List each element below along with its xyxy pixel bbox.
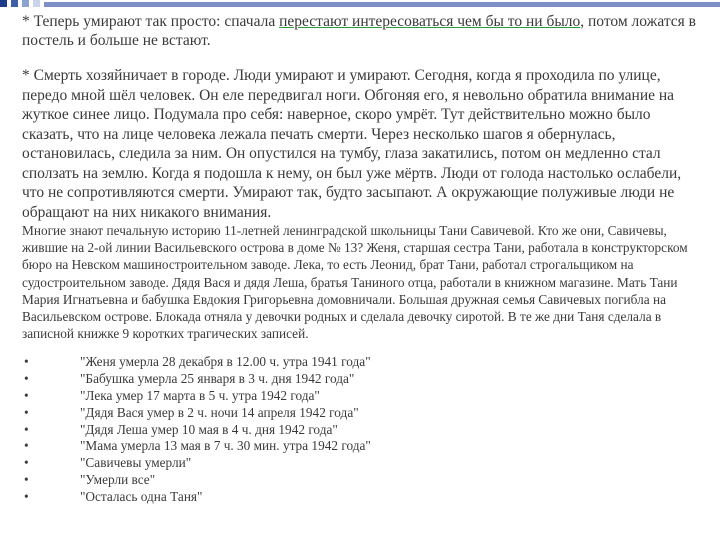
decor-square bbox=[33, 0, 40, 7]
list-item bbox=[22, 438, 697, 455]
diary-entry: "Дядя Леша умер 10 мая в 4 ч. дня 1942 года" bbox=[80, 421, 338, 437]
list-item bbox=[22, 472, 697, 489]
diary-entry: "Женя умерла 28 декабря в 12.00 ч. утра 1941 года" bbox=[80, 354, 371, 370]
paragraph-diary-quote-1 bbox=[22, 12, 697, 50]
decor-square bbox=[11, 0, 18, 7]
p1-text-end: , потом ложатся в постель и больше не встают. bbox=[22, 13, 696, 49]
list-item bbox=[22, 405, 697, 422]
p1-text-start: * Теперь умирают так просто: спачала bbox=[22, 13, 280, 30]
p1-underlined-text: перестают интересоваться чем бы то ни было bbox=[279, 13, 581, 30]
bullet: • bbox=[24, 488, 29, 504]
slide-content bbox=[22, 12, 697, 506]
diary-entry: "Савичевы умерли" bbox=[80, 455, 192, 471]
list-item bbox=[22, 422, 697, 439]
diary-entry: "Мама умерла 13 мая в 7 ч. 30 мин. утра 1942 года" bbox=[80, 438, 371, 454]
bullet: • bbox=[24, 354, 29, 370]
diary-entry: "Умерли все" bbox=[80, 472, 156, 487]
paragraph-diary-quote-2: * Смерть хозяйничает в городе. Люди умирают и умирают. Сегодня, когда я проходила по улице, передо мной шёл человек. Он еле передвигал ноги. Обгоняя его, я невольно обратила внимание на жуткое синее лицо. Подумала про себя: наверное, скоро умрёт. Тут действительно можно было сказать, что на лице человека лежала печать смерти. Через несколько шагов я обернулась, остановилась, следила за ним. Он опустился на тумбу, глаза закатились, потом он медленно стал сползать на землю. Когда я подошла к нему, он был уже мёртв. Люди от голода настолько ослабели, что не сопротивляются смерти. Умирают так, будто засыпают. А окружающие полуживые люди не обращают на них никакого внимания. bbox=[22, 67, 682, 221]
list-item bbox=[22, 489, 697, 506]
bullet: • bbox=[24, 455, 29, 471]
list-item bbox=[22, 354, 697, 371]
bullet: • bbox=[24, 472, 29, 487]
bullet: • bbox=[24, 371, 29, 387]
decor-square bbox=[22, 0, 29, 7]
list-item bbox=[22, 371, 697, 388]
diary-entry: "Осталась одна Таня" bbox=[80, 488, 203, 504]
bullet: • bbox=[24, 388, 29, 404]
bullet: • bbox=[24, 438, 29, 454]
list-item bbox=[22, 388, 697, 405]
diary-entry: "Дядя Вася умер в 2 ч. ночи 14 апреля 1942 года" bbox=[80, 404, 359, 420]
paragraph-savicheva-story: Многие знают печальную историю 11-летней ленинградской школьницы Тани Савичевой. Кто же они, Савичевы, жившие на 2-ой линии Васильевского острова в доме № 13? Женя, старшая сестра Тани, работала в конструкторском бюро на Невском машиностроительном заводе. Лека, то есть Леонид, брат Тани, работал строгальщиком на судостроительном заводе. Дядя Вася и дядя Леша, братья Таниного отца, работали в книжном магазине. Мать Тани Мария Игнатьевна и бабушка Евдокия Григорьевна домовничали. Большая дружная семья Савичевых погибла на Васильевском острове. Блокада отняла у девочки родных и сделала девочку сиротой. В те же дни Таня сделала в записной книжке 9 коротких трагических записей. bbox=[22, 223, 688, 342]
diary-entry: "Бабушка умерла 25 января в 3 ч. дня 1942 года" bbox=[80, 371, 355, 387]
diary-entry: "Лека умер 17 марта в 5 ч. утра 1942 года" bbox=[80, 388, 320, 404]
bullet: • bbox=[24, 404, 29, 420]
diary-entries-list bbox=[22, 354, 697, 505]
bullet: • bbox=[24, 421, 29, 437]
slide-top-bar bbox=[44, 2, 720, 7]
list-item bbox=[22, 455, 697, 472]
decor-square bbox=[0, 0, 7, 7]
